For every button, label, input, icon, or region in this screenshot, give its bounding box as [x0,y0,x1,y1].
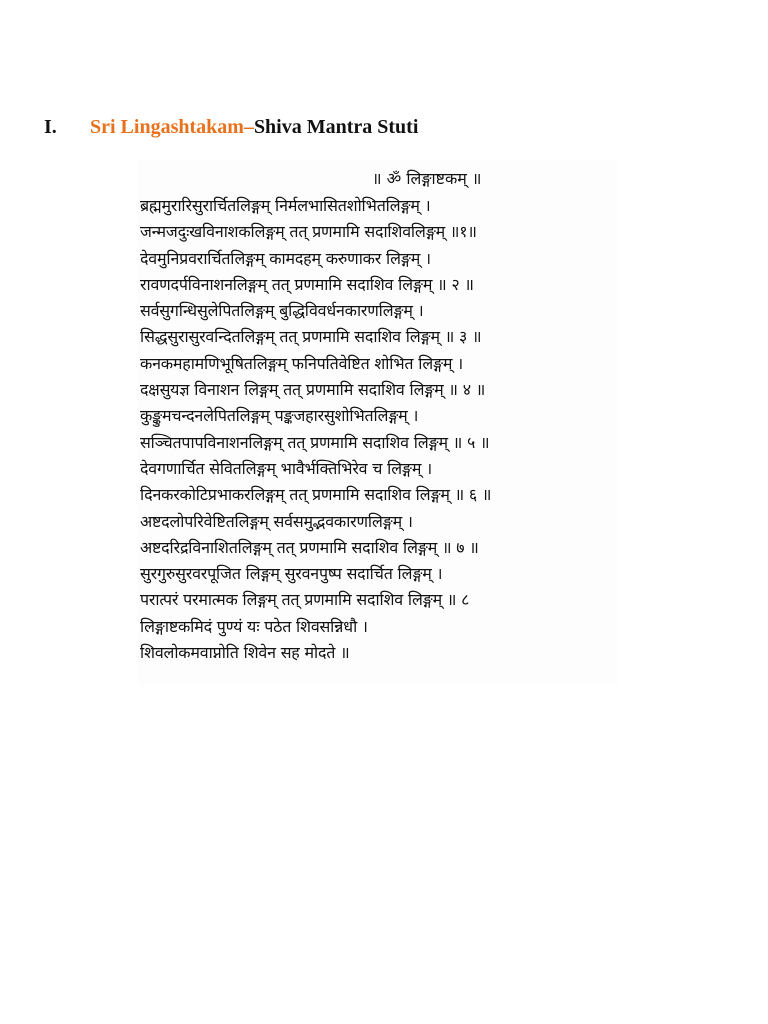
verse-line: शिवलोकमवाप्नोति शिवेन सह मोदते ॥ [140,643,350,663]
verse-title: ॥ ॐ लिङ्गाष्टकम् ॥ [372,169,482,188]
verse-line: कनकमहामणिभूषितलिङ्गम् फनिपतिवेष्टित शोभित लिङ्गम् । [140,353,464,373]
verse-line: कुङ्कुमचन्दनलेपितलिङ्गम् पङ्कजहारसुशोभितलिङ्गम् । [140,406,419,426]
verse-line: दक्षसुयज्ञ विनाशन लिङ्गम् तत् प्रणमामि सदाशिव लिङ्गम् ॥ ४ ॥ [140,380,486,400]
verse-line: ब्रह्ममुरारिसुरार्चितलिङ्गम् निर्मलभासितशोभितलिङ्गम् । [140,196,431,215]
verse-line: सञ्चितपापविनाशनलिङ्गम् तत् प्रणमामि सदाशिव लिङ्गम् ॥ ५ ॥ [140,432,490,452]
verse-line: जन्मजदुःखविनाशकलिङ्गम् तत् प्रणमामि सदाशिवलिङ्गम् ॥१॥ [140,222,477,242]
verse-line: रावणदर्पविनाशनलिङ्गम् तत् प्रणमामि सदाशिव लिङ्गम् ॥ २ ॥ [140,274,474,294]
verse-line: अष्टदरिद्रविनाशितलिङ्गम् तत् प्रणमामि सदाशिव लिङ्गम् ॥ ७ ॥ [140,537,479,557]
verse-text [140,193,620,666]
heading-title-rest: Shiva Mantra Stuti [253,115,419,138]
section-number: I. [44,115,57,138]
heading-title-accent: Sri Lingashtakam– [90,115,254,138]
verse-line: लिङ्गाष्टकमिदं पुण्यं यः पठेत शिवसन्निधौ । [140,616,368,636]
verse-line: देवमुनिप्रवरार्चितलिङ्गम् कामदहम् करुणाकर लिङ्गम् । [140,248,431,268]
verse-line: देवगणार्चित सेवितलिङ्गम् भावैर्भक्तिभिरेव च लिङ्गम् । [140,458,432,478]
verse-line: दिनकरकोटिप्रभाकरलिङ्गम् तत् प्रणमामि सदाशिव लिङ्गम् ॥ ६ ॥ [140,485,492,505]
section-heading [44,112,418,142]
verse-line: परात्परं परमात्मक लिङ्गम् तत् प्रणमामि सदाशिव लिङ्गम् ॥ ८ [140,590,470,610]
verse-line: सर्वसुगन्धिसुलेपितलिङ्गम् बुद्धिविवर्धनकारणलिङ्गम् । [140,301,424,321]
verse-line: सुरगुरुसुरवरपूजित लिङ्गम् सुरवनपुष्प सदार्चित लिङ्गम् । [140,564,443,584]
verse-line: सिद्धसुरासुरवन्दितलिङ्गम् तत् प्रणमामि सदाशिव लिङ्गम् ॥ ३ ॥ [140,327,482,347]
verse-line: अष्टदलोपरिवेष्टितलिङ्गम् सर्वसमुद्भवकारणलिङ्गम् । [140,511,413,531]
